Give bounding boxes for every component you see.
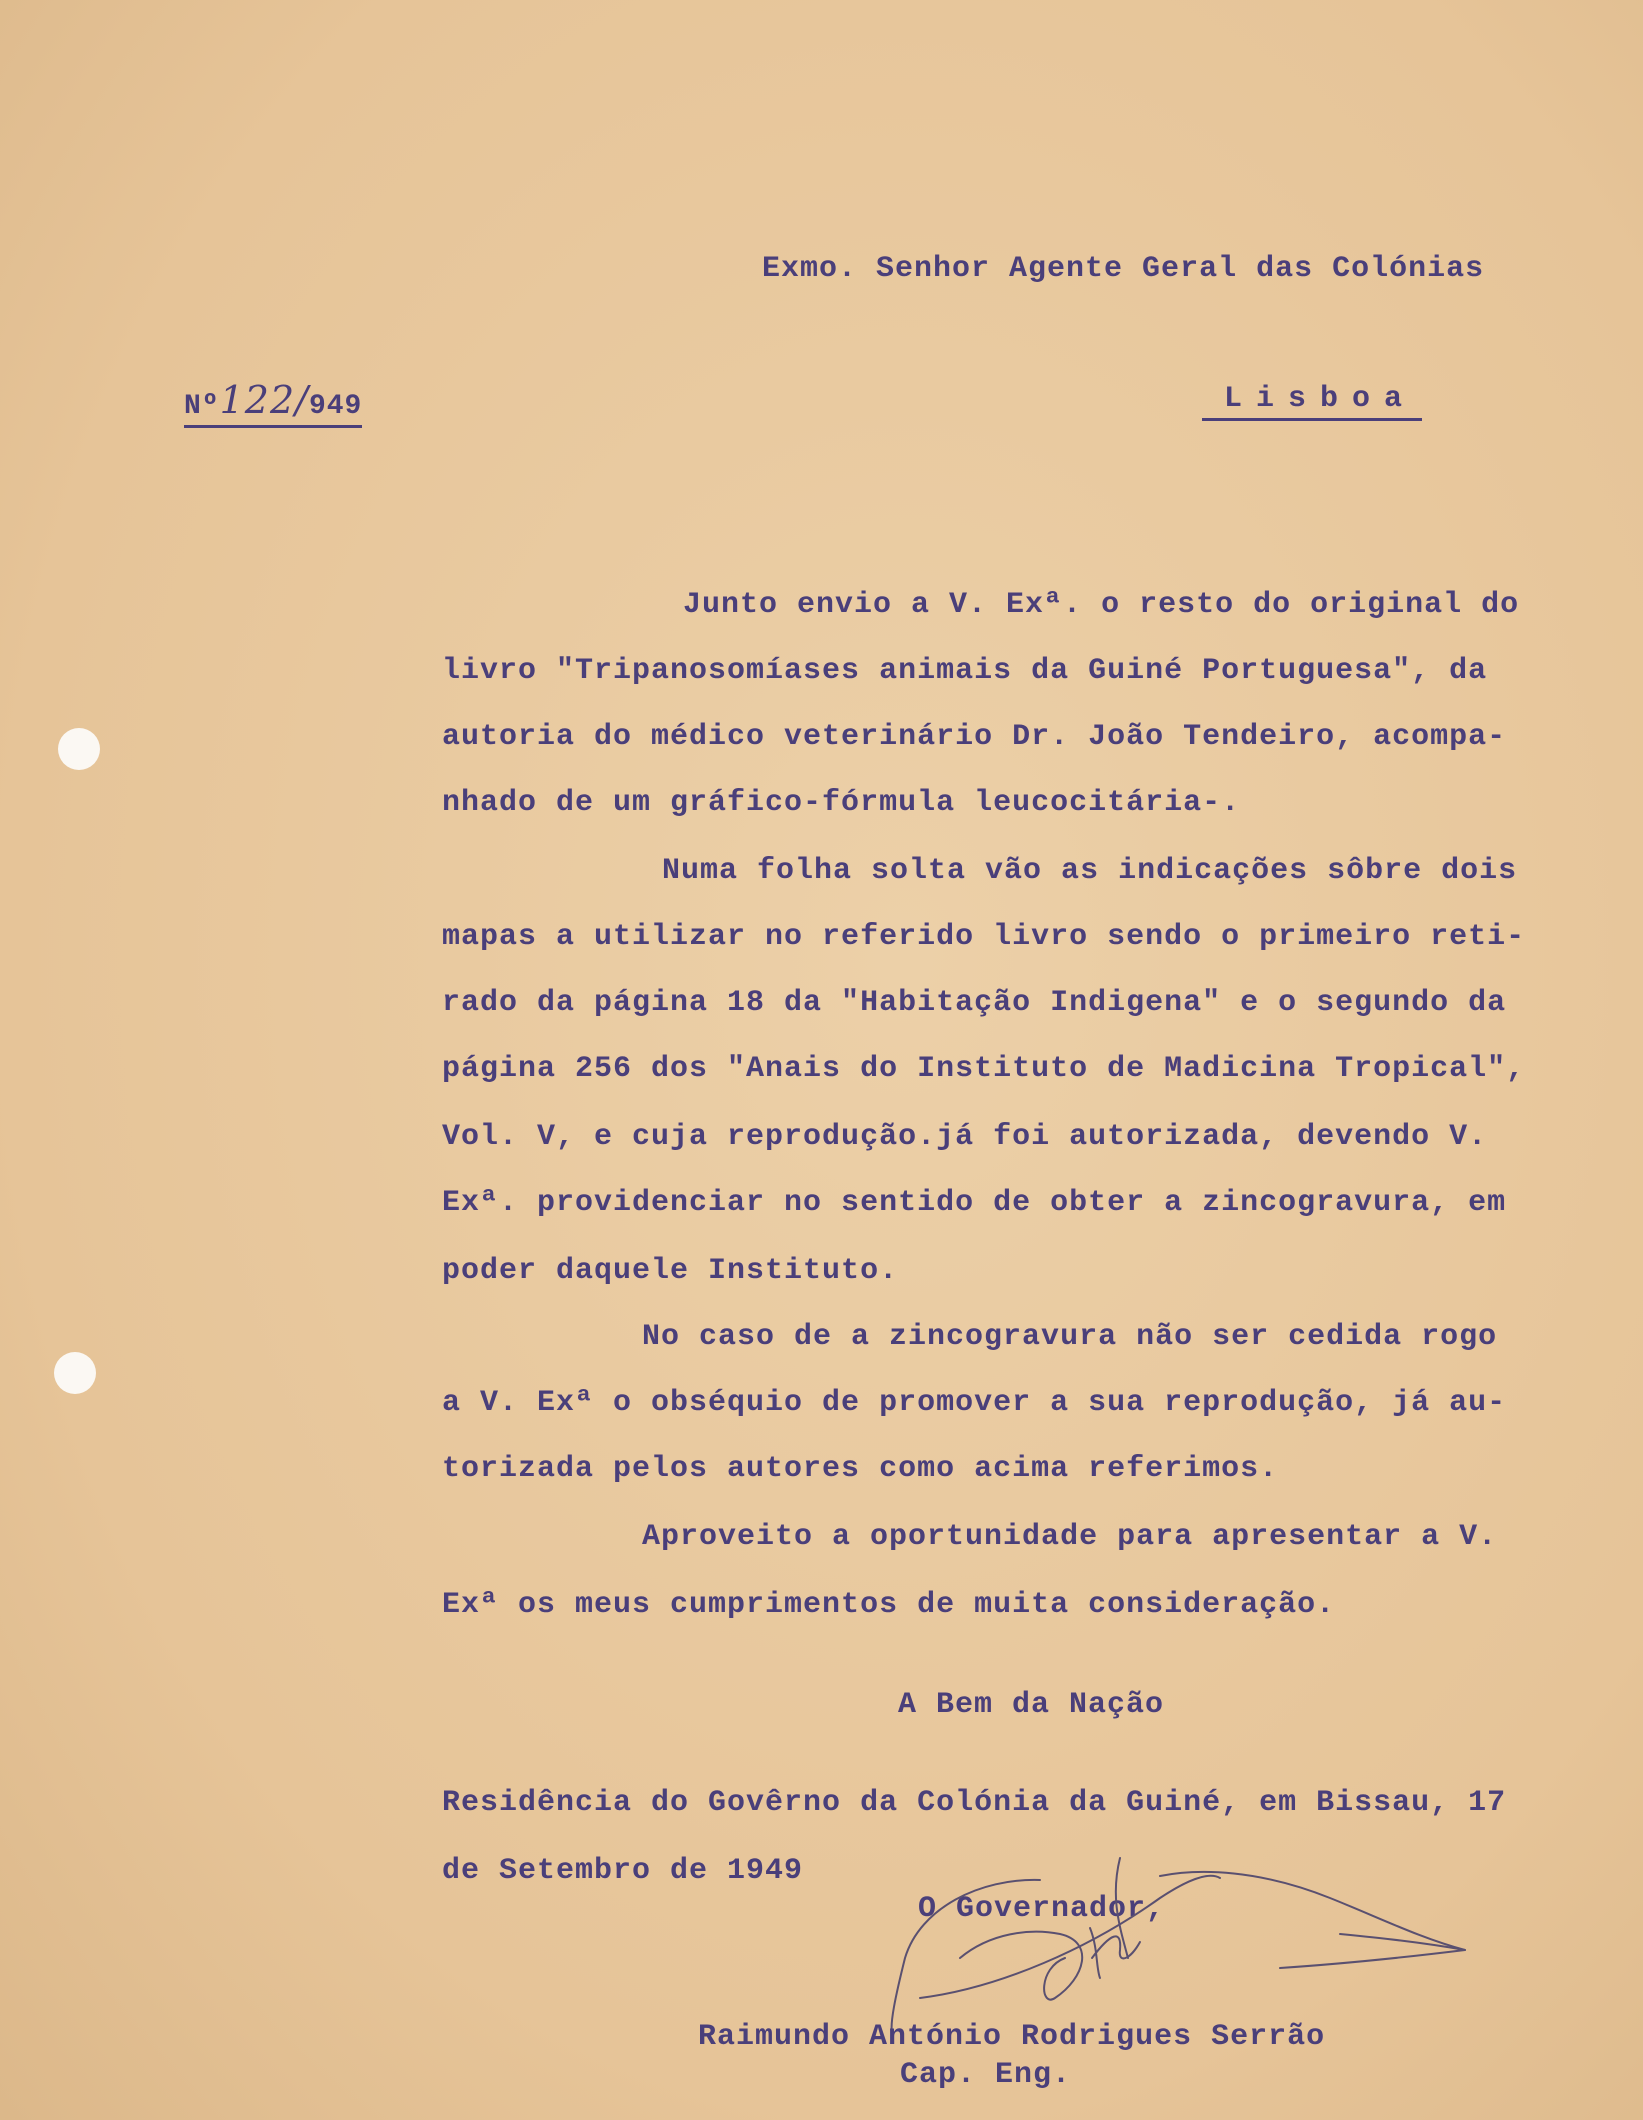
body-line: página 256 dos "Anais do Instituto de Madicina Tropical", xyxy=(442,1052,1526,1086)
closing-formula: A Bem da Nação xyxy=(898,1688,1165,1722)
signatory-name: Raimundo António Rodrigues Serrão xyxy=(698,2020,1326,2054)
reference-handwritten-number: 122/ xyxy=(219,378,309,422)
signatory-rank: Cap. Eng. xyxy=(900,2058,1072,2092)
body-line: livro "Tripanosomíases animais da Guiné Portuguesa", da xyxy=(442,654,1488,688)
reference-year: 949 xyxy=(308,391,363,422)
body-line: nhado de um gráfico-fórmula leucocitária-. xyxy=(442,786,1241,820)
body-line: autoria do médico veterinário Dr. João Tendeiro, acompa- xyxy=(442,720,1507,754)
handwritten-signature xyxy=(860,1838,1480,2038)
body-line: Exª os meus cumprimentos de muita consideração. xyxy=(442,1588,1336,1622)
destination-city: Lisboa xyxy=(1202,382,1422,421)
body-line: Vol. V, e cuja reprodução.já foi autorizada, devendo V. xyxy=(442,1120,1488,1154)
body-line: No caso de a zincogravura não ser cedida rogo xyxy=(642,1320,1498,1354)
place-date-line: de Setembro de 1949 xyxy=(442,1854,804,1888)
body-line: a V. Exª o obséquio de promover a sua reprodução, já au- xyxy=(442,1386,1507,1420)
body-line: poder daquele Instituto. xyxy=(442,1254,899,1288)
body-line: Numa folha solta vão as indicações sôbre dois xyxy=(662,854,1518,888)
signatory-title: O Governador, xyxy=(918,1892,1166,1926)
reference-label: Nº xyxy=(184,391,220,422)
reference-number xyxy=(184,378,362,428)
recipient-line: Exmo. Senhor Agente Geral das Colónias xyxy=(762,252,1485,286)
body-line: Exª. providenciar no sentido de obter a zincogravura, em xyxy=(442,1186,1507,1220)
body-line: Aproveito a oportunidade para apresentar a V. xyxy=(642,1520,1498,1554)
body-line: Junto envio a V. Exª. o resto do original do xyxy=(683,588,1520,622)
place-date-line: Residência do Govêrno da Colónia da Guiné, em Bissau, 17 xyxy=(442,1786,1507,1820)
punch-hole-bottom xyxy=(54,1352,96,1394)
body-line: rado da página 18 da "Habitação Indigena" e o segundo da xyxy=(442,986,1507,1020)
body-line: mapas a utilizar no referido livro sendo o primeiro reti- xyxy=(442,920,1526,954)
punch-hole-top xyxy=(58,728,100,770)
body-line: torizada pelos autores como acima referimos. xyxy=(442,1452,1279,1486)
